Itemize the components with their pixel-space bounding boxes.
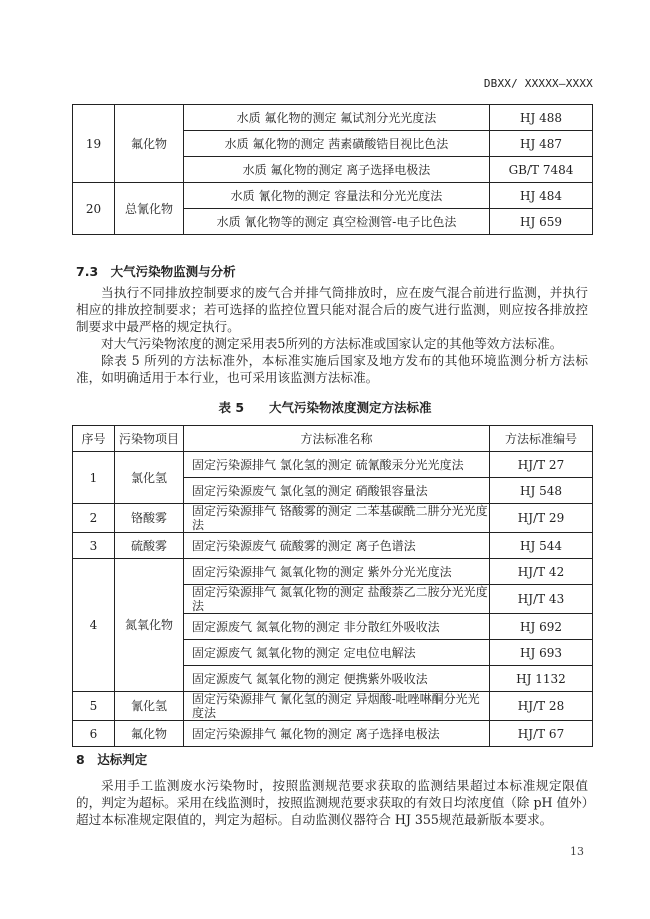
method-code-cell: HJ/T 28 — [490, 692, 593, 721]
method-name-cell: 水质 氟化物的测定 离子选择电极法 — [184, 157, 490, 183]
method-code-cell: HJ/T 27 — [490, 452, 593, 478]
method-name-cell: 水质 氰化物等的测定 真空检测管-电子比色法 — [184, 209, 490, 235]
pollutant-cell: 氮氧化物 — [115, 559, 184, 692]
method-code-cell: HJ/T 29 — [490, 504, 593, 533]
table-row — [73, 533, 593, 559]
paragraph: 采用手工监测废水污染物时，按照监测规范要求获取的监测结果超过本标准规定限值的，判定为超标。采用在线监测时，按照监测规范要求获取的有效日均浓度值（除 pH 值外）超过本标准规定限值的，判定为超标。自动监测仪器符合 HJ 355规范最新版本要求。 — [76, 778, 588, 827]
row-number-cell: 2 — [73, 504, 115, 533]
method-code-cell: HJ/T 67 — [490, 721, 593, 747]
table-header-row — [73, 426, 593, 452]
pollutant-cell: 总氰化物 — [115, 183, 184, 235]
pollutant-cell: 氟化物 — [115, 721, 184, 747]
pollutant-cell: 硫酸雾 — [115, 533, 184, 559]
paragraph: 除表 5 所列的方法标准外，本标准实施后国家及地方发布的其他环境监测分析方法标准，如明确适用于本行业，也可采用该监测方法标准。 — [76, 353, 588, 385]
method-name-cell: 水质 氟化物的测定 茜素磺酸锆目视比色法 — [184, 131, 490, 157]
page-number: 13 — [570, 845, 584, 858]
pollutant-cell: 氯化氢 — [115, 452, 184, 504]
table-row — [73, 692, 593, 721]
method-code-cell: HJ 488 — [490, 105, 593, 131]
method-name-cell: 固定源废气 氮氧化物的测定 定电位电解法 — [184, 640, 490, 666]
row-number-cell: 4 — [73, 559, 115, 692]
row-number-cell: 5 — [73, 692, 115, 721]
table-row — [73, 504, 593, 533]
method-name-cell: 固定污染源排气 氟化物的测定 离子选择电极法 — [184, 721, 490, 747]
pollutant-cell: 铬酸雾 — [115, 504, 184, 533]
method-name-cell: 固定污染源废气 硫酸雾的测定 离子色谱法 — [184, 533, 490, 559]
method-name-cell: 固定污染源排气 铬酸雾的测定 二苯基碳酰二肼分光光度法 — [184, 504, 490, 533]
header-cell: 方法标准编号 — [490, 426, 593, 452]
section-8-heading: 8 达标判定 — [76, 752, 148, 767]
method-code-cell: HJ 484 — [490, 183, 593, 209]
method-name-cell: 固定污染源排气 氰化氢的测定 异烟酸-吡唑啉酮分光光度法 — [184, 692, 490, 721]
air-pollutant-method-table — [72, 425, 593, 747]
header-cell: 方法标准名称 — [184, 426, 490, 452]
pollutant-cell: 氰化氢 — [115, 692, 184, 721]
method-name-cell: 固定污染源排气 氯化氢的测定 硫氰酸汞分光光度法 — [184, 452, 490, 478]
method-code-cell: HJ 693 — [490, 640, 593, 666]
method-code-cell: HJ 487 — [490, 131, 593, 157]
method-code-cell: GB/T 7484 — [490, 157, 593, 183]
method-name-cell: 水质 氟化物的测定 氟试剂分光光度法 — [184, 105, 490, 131]
paragraph: 当执行不同排放控制要求的废气合并排气筒排放时，应在废气混合前进行监测，并执行相应的排放控制要求；若可选择的监控位置只能对混合后的废气进行监测，则应按各排放控制要求中最严格的规定执行。 — [76, 285, 588, 334]
method-name-cell: 固定污染源排气 氮氧化物的测定 盐酸萘乙二胺分光光度法 — [184, 585, 490, 614]
method-code-cell: HJ 692 — [490, 614, 593, 640]
table-row — [73, 721, 593, 747]
method-code-cell: HJ/T 42 — [490, 559, 593, 585]
table-row — [73, 452, 593, 478]
method-code-cell: HJ 1132 — [490, 666, 593, 692]
method-name-cell: 固定源废气 氮氧化物的测定 便携紫外吸收法 — [184, 666, 490, 692]
cyanide-fluoride-method-table — [72, 104, 593, 235]
paragraph: 对大气污染物浓度的测定采用表5所列的方法标准或国家认定的其他等效方法标准。 — [101, 336, 563, 351]
document-code: DBXX/ XXXXX—XXXX — [483, 77, 593, 90]
table-row — [73, 559, 593, 585]
row-number-cell: 1 — [73, 452, 115, 504]
header-cell: 序号 — [73, 426, 115, 452]
method-code-cell: HJ 548 — [490, 478, 593, 504]
pollutant-cell: 氟化物 — [115, 105, 184, 183]
row-number-cell: 19 — [73, 105, 115, 183]
table-row — [73, 183, 593, 209]
method-code-cell: HJ/T 43 — [490, 585, 593, 614]
row-number-cell: 3 — [73, 533, 115, 559]
table-row — [73, 105, 593, 131]
header-cell: 污染物项目 — [115, 426, 184, 452]
row-number-cell: 20 — [73, 183, 115, 235]
section-7-3-heading: 7.3 大气污染物监测与分析 — [76, 264, 236, 279]
table-5-caption: 表 5 大气污染物浓度测定方法标准 — [218, 400, 432, 415]
method-code-cell: HJ 659 — [490, 209, 593, 235]
method-name-cell: 水质 氰化物的测定 容量法和分光光度法 — [184, 183, 490, 209]
method-name-cell: 固定污染源排气 氮氧化物的测定 紫外分光光度法 — [184, 559, 490, 585]
method-name-cell: 固定源废气 氮氧化物的测定 非分散红外吸收法 — [184, 614, 490, 640]
row-number-cell: 6 — [73, 721, 115, 747]
method-name-cell: 固定污染源废气 氯化氢的测定 硝酸银容量法 — [184, 478, 490, 504]
method-code-cell: HJ 544 — [490, 533, 593, 559]
